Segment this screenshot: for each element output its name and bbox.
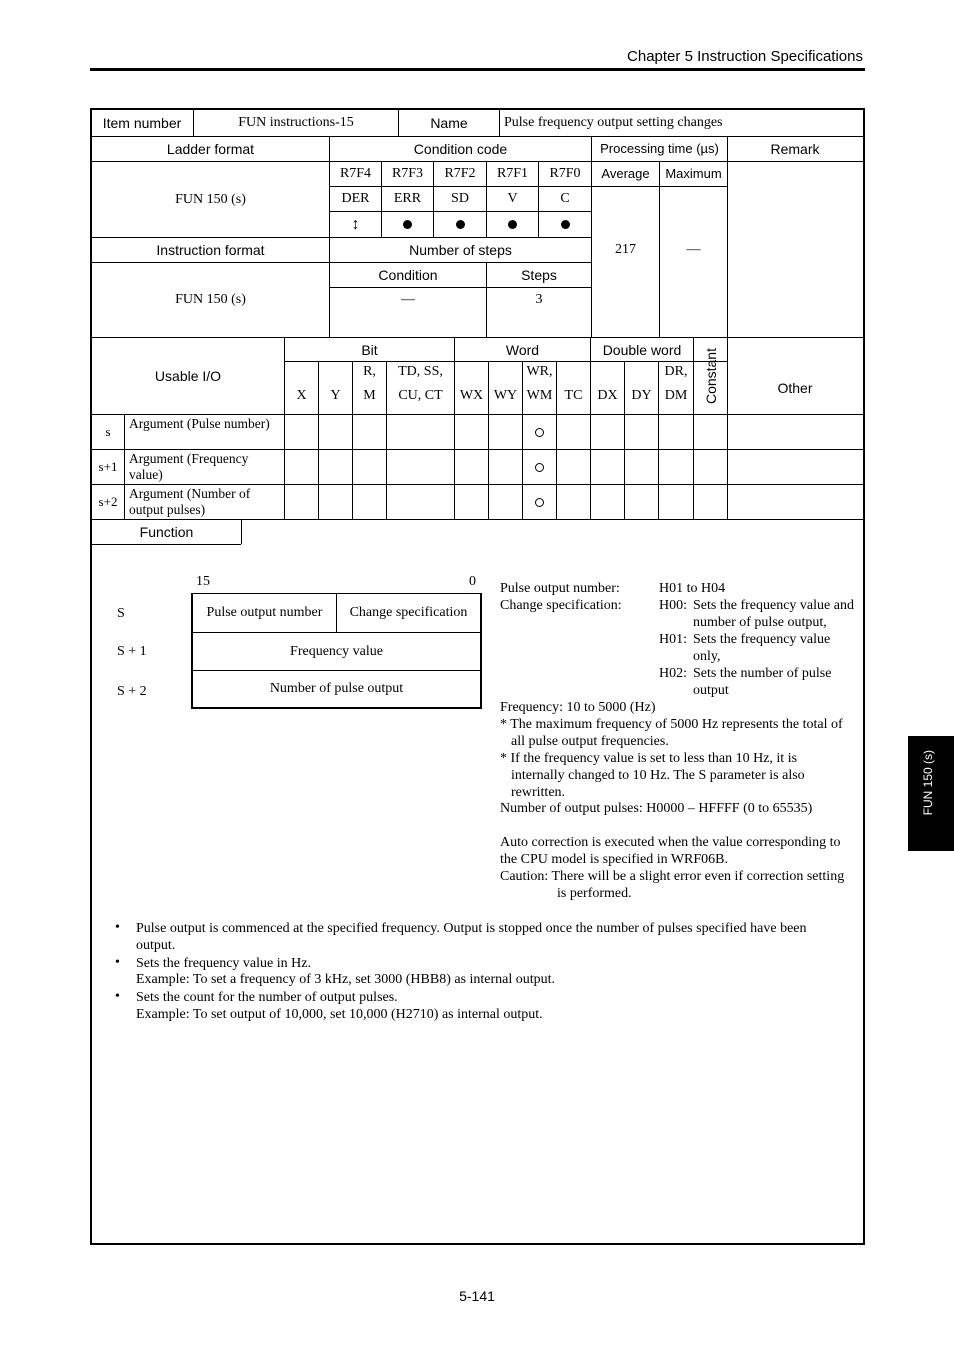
note-star1-l1: * The maximum frequency of 5000 Hz represents the total of [500,717,843,732]
item-number-label: Item number [102,115,182,131]
note-h00-code: H00: [659,598,687,613]
processing-time-label: Processing time (µs) [600,141,719,156]
condition-value: — [401,292,415,307]
bullet1-line2: output. [136,938,176,953]
grid-line [91,449,863,450]
arg-frequency-value: Argument (Frequency value) [129,451,249,482]
usable-io-label: Usable I/O [154,368,222,384]
grid-line [488,361,489,519]
c-dot-icon [539,212,591,237]
bullet3-line2: Example: To set output of 10,000, set 10,000 (H2710) as internal output. [136,1007,543,1022]
der-updown-icon: ↕ [351,215,360,233]
param-s2: s+2 [98,494,118,509]
io-drdm-top: DR, [664,364,688,379]
note-star2-l1: * If the frequency value is set to less than 10 Hz, it is [500,751,798,766]
bullet-icon: • [115,955,120,970]
bit-high: 15 [196,574,210,589]
header-rule [90,68,865,71]
steps-label: Steps [521,267,557,283]
cc-name-err: ERR [393,191,422,206]
name-value: Pulse frequency output setting changes [504,115,723,130]
cc-name-v: V [507,191,518,206]
instruction-format-value: FUN 150 (s) [175,292,246,307]
grid-line [91,544,241,545]
maximum-label: Maximum [665,166,722,181]
remark-label: Remark [770,141,820,157]
io-rm-top: R, [363,364,376,379]
other-label: Other [777,380,813,396]
arg-pulse-number: Argument (Pulse number) [129,416,270,431]
note-h01-code: H01: [659,632,687,647]
grid-line [352,361,353,519]
note-pulses: Number of output pulses: H0000 – HFFFF (0 to 65535) [500,801,813,816]
v-dot-icon [487,212,538,237]
note-caution-l2: is performed. [557,886,632,901]
grid-line [499,110,500,136]
note-cs-label: Change specification: [500,598,622,613]
average-value: 217 [615,242,636,257]
maximum-value: — [686,242,701,257]
note-pon-value: H01 to H04 [659,581,726,596]
ring-icon [523,485,556,519]
grid-line [318,361,319,519]
bit-low: 0 [469,574,476,589]
grid-line [556,361,557,519]
note-h02-l2: output [693,683,729,698]
note-auto-l1: Auto correction is executed when the value corresponding to [500,835,841,850]
cc-name-der: DER [341,191,370,206]
param-s1: s+1 [98,459,118,474]
word-label: Word [505,341,540,358]
steps-value: 3 [535,292,543,307]
arg-number-of-output-pulses: Argument (Number of output pulses) [129,486,251,517]
grid-line [727,136,728,337]
side-tab [908,736,954,851]
average-label: Average [601,166,650,181]
ring-icon [523,450,556,484]
grid-line [284,337,285,519]
bullet2-line2: Example: To set a frequency of 3 kHz, set 3000 (HBB8) as internal output. [136,972,556,987]
io-td-top: TD, SS, [398,364,443,379]
note-h02-code: H02: [659,666,687,681]
io-tc: TC [564,388,583,403]
grid-line [454,337,455,519]
page-number: 5-141 [459,1288,495,1304]
bullet-icon: • [115,989,120,1004]
row-label-s2: S + 2 [117,684,147,699]
bullet-icon: • [115,920,120,935]
io-td-bottom: CU, CT [398,388,443,403]
side-tab-label: FUN 150 (s) [921,750,935,816]
condition-code-label: Condition code [413,141,508,157]
cc-flag-r7f4: R7F4 [339,166,372,181]
chapter-header: Chapter 5 Instruction Specifications [627,48,863,65]
row-label-s: S [117,606,125,621]
io-drdm-bottom: DM [664,388,688,403]
bullet3-line1: Sets the count for the number of output pulses. [136,990,398,1005]
io-rm-bottom: M [363,388,376,403]
io-wx: WX [459,388,484,403]
note-h01-l2: only, [693,649,721,664]
grid-line [91,484,863,485]
note-star2-l3: rewritten. [511,785,566,800]
cc-name-c: C [560,191,570,206]
item-number-value: FUN instructions-15 [238,115,354,130]
number-of-pulse-output-box: Number of pulse output [191,670,482,709]
note-pon-label: Pulse output number: [500,581,620,596]
name-label: Name [430,115,468,131]
io-dx: DX [597,388,618,403]
note-h01-l1: Sets the frequency value [693,632,831,647]
ladder-format-label: Ladder format [166,141,255,157]
ladder-format-value: FUN 150 (s) [175,191,246,207]
row-label-s1: S + 1 [117,644,147,659]
io-wrwm-bottom: WM [526,388,553,403]
note-caution-l1: Caution: There will be a slight error even if correction setting [500,869,845,884]
constant-label: Constant [702,347,719,405]
cc-flag-r7f2: R7F2 [444,166,476,181]
grid-line [241,519,242,544]
io-dy: DY [631,388,652,403]
grid-line [386,361,387,519]
grid-line [590,337,591,519]
note-h02-l1: Sets the number of pulse [693,666,832,681]
condition-label: Condition [378,267,438,283]
note-star1-l2: all pulse output frequencies. [511,734,669,749]
note-auto-l2: the CPU model is specified in WRF06B. [500,852,729,867]
ring-icon [523,415,556,449]
cc-flag-r7f1: R7F1 [496,166,529,181]
bullet2-line1: Sets the frequency value in Hz. [136,956,311,971]
cc-flag-r7f3: R7F3 [391,166,424,181]
bullet1-line1: Pulse output is commenced at the specified frequency. Output is stopped once the number of pulses specified have been [136,921,807,936]
io-x: X [296,388,307,403]
sd-dot-icon [434,212,486,237]
function-label: Function [139,524,194,540]
param-s: s [105,424,111,439]
note-frequency: Frequency: 10 to 5000 (Hz) [500,700,656,715]
frequency-value-box: Frequency value [191,632,482,671]
change-specification-box: Change specification [336,593,482,633]
grid-line [624,361,625,519]
err-dot-icon [382,212,433,237]
io-y: Y [330,388,341,403]
pulse-output-number-box: Pulse output number [191,593,337,633]
io-wy: WY [493,388,518,403]
note-h00-l1: Sets the frequency value and [693,598,854,613]
io-wrwm-top: WR, [526,364,553,379]
number-of-steps-label: Number of steps [409,242,512,258]
cc-flag-r7f0: R7F0 [549,166,581,181]
grid-line [658,361,659,519]
bit-label: Bit [361,341,378,358]
instruction-format-label: Instruction format [156,242,265,258]
double-word-label: Double word [602,341,682,358]
note-h00-l2: number of pulse output, [693,615,827,630]
note-star2-l2: internally changed to 10 Hz. The S parameter is also [511,768,805,783]
cc-name-sd: SD [451,191,469,206]
grid-line [124,414,125,519]
